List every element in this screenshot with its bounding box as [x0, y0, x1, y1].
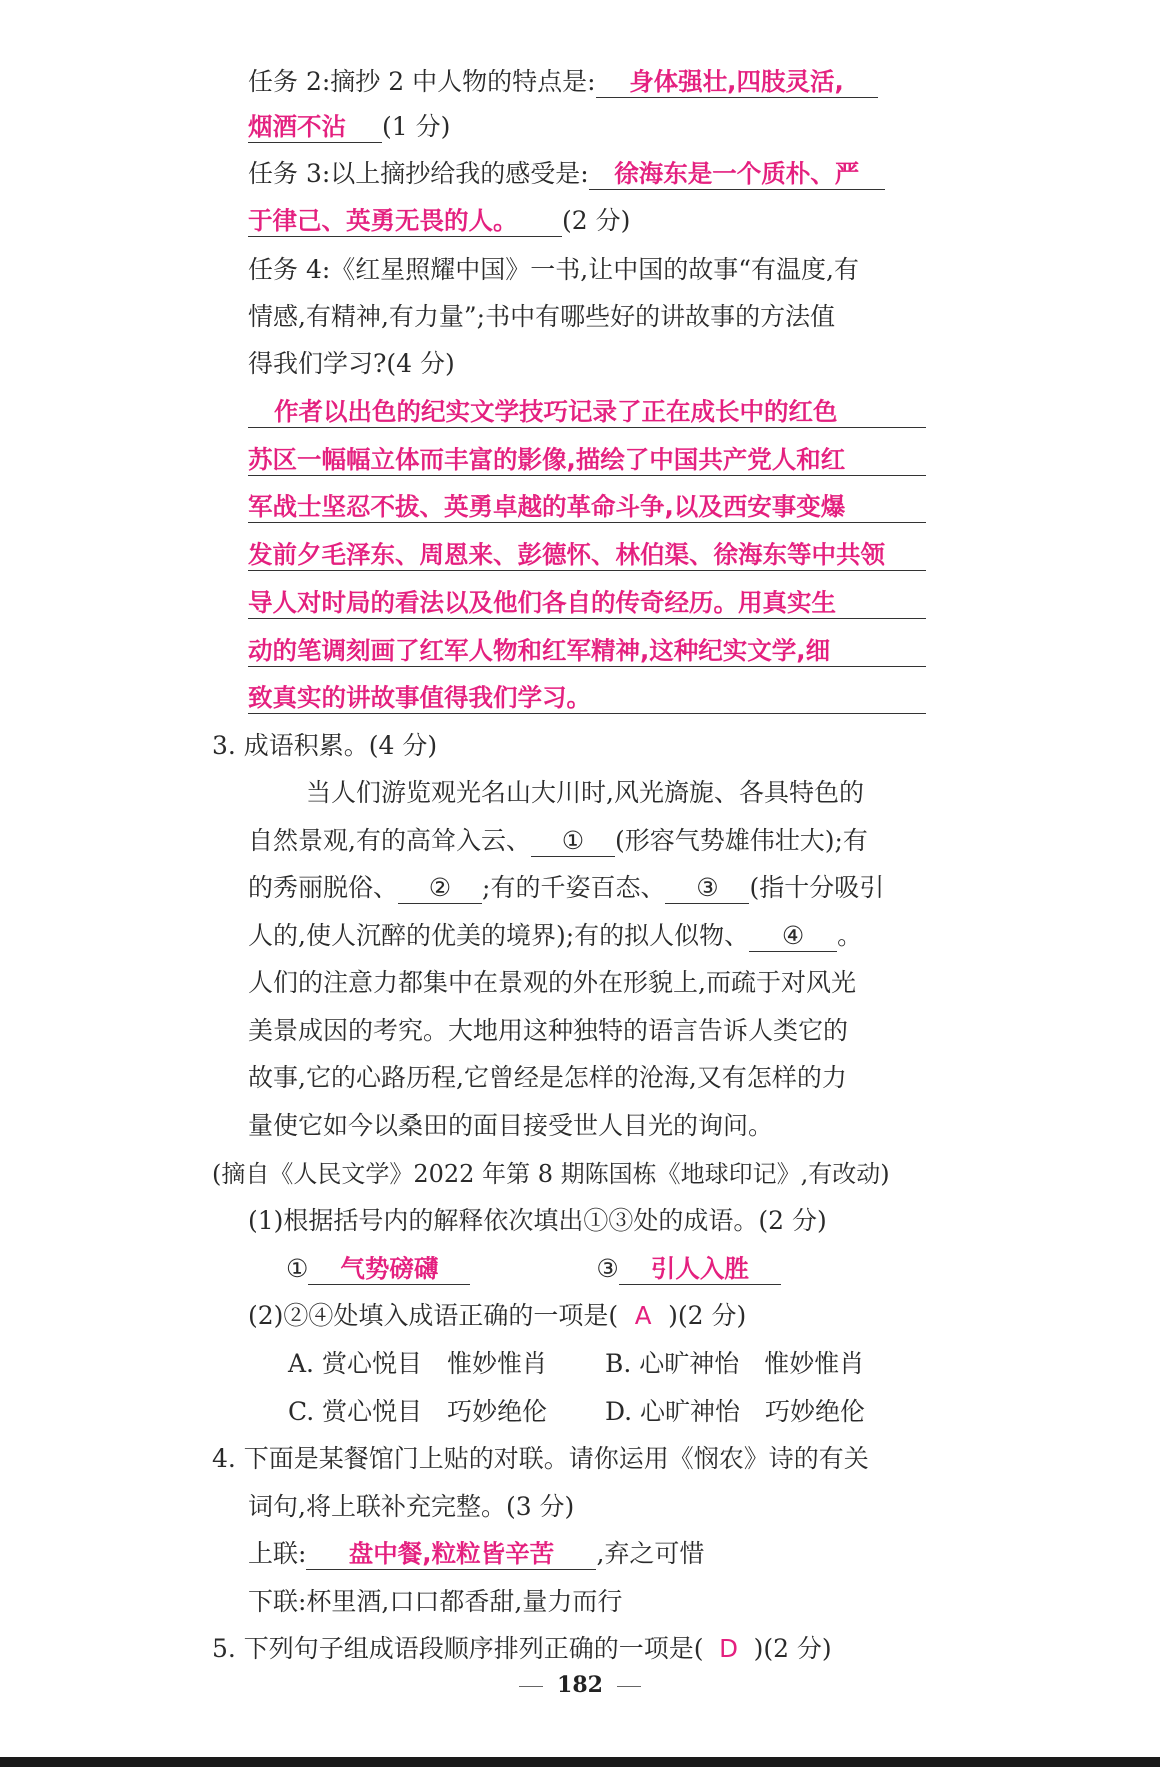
q3-sub2-text: (2)②④处填入成语正确的一项是( — [248, 1301, 619, 1330]
q3-sub1: (1)根据括号内的解释依次填出①③处的成语。(2 分) — [248, 1206, 827, 1235]
task4-answer-text7: 致真实的讲故事值得我们学习。 — [248, 683, 926, 714]
q4-up-label: 上联: — [248, 1539, 307, 1568]
task3-score: (2 分) — [562, 206, 631, 235]
task2-prefix: 任务 2:摘抄 2 中人物的特点是: — [248, 67, 596, 96]
option-c: C. 赏心悦目 巧妙绝伦 — [288, 1397, 548, 1426]
q4-up-tail: ,弃之可惜 — [596, 1539, 705, 1568]
q4-up-answer: 盘中餐,粒粒皆辛苦 — [306, 1539, 596, 1570]
q4-line2: 词句,将上联补充完整。(3 分) — [248, 1492, 575, 1521]
page-number: 182 — [557, 1672, 603, 1698]
q3-p4a: 人的,使人沉醉的优美的境界);有的拟人似物、 — [248, 921, 750, 950]
footer-dash-right — [617, 1686, 641, 1687]
bottom-bar — [0, 1757, 1160, 1767]
q3-para-line7: 故事,它的心路历程,它曾经是怎样的沧海,又有怎样的力 — [248, 1063, 847, 1092]
task3-answer-b: 于律己、英勇无畏的人。 — [248, 206, 562, 237]
q3-p3a: 的秀丽脱俗、 — [248, 873, 399, 902]
task4-answer-line1 — [248, 397, 926, 428]
sub1-answer-1: 气势磅礴 — [308, 1254, 470, 1285]
q3-source: (摘自《人民文学》2022 年第 8 期陈国栋《地球印记》,有改动) — [212, 1160, 890, 1188]
q3-p2b: (形容气势雄伟壮大);有 — [614, 826, 868, 855]
task3-answer-a: 徐海东是一个质朴、严 — [589, 159, 885, 190]
task4-answer-line4 — [248, 540, 926, 571]
option-d: D. 心旷神怡 巧妙绝伦 — [605, 1397, 866, 1426]
task4-answer-text5: 导人对时局的看法以及他们各自的传奇经历。用真实生 — [248, 588, 926, 619]
q3-para-line4 — [248, 921, 862, 952]
q3-para-line3 — [248, 873, 884, 904]
task2-answer-a: 身体强壮,四肢灵活, — [596, 67, 878, 98]
q3-sub2 — [248, 1301, 746, 1331]
option-b: B. 心旷神怡 惟妙惟肖 — [605, 1349, 865, 1378]
q3-sub2-score: )(2 分) — [668, 1301, 747, 1330]
task4-answer-text1: 作者以出色的纪实文学技巧记录了正在成长中的红色 — [248, 397, 926, 428]
task2-line2 — [248, 112, 450, 143]
q3-para-line5: 人们的注意力都集中在景观的外在形貌上,而疏于对风光 — [248, 968, 856, 997]
q3-p2a: 自然景观,有的高耸入云、 — [248, 826, 531, 855]
q3-para-line8: 量使它如今以桑田的面目接受世人目光的询问。 — [248, 1111, 774, 1140]
blank-2: ② — [398, 873, 482, 904]
blank-1: ① — [531, 826, 615, 857]
task4-q-line1: 任务 4:《红星照耀中国》一书,让中国的故事“有温度,有 — [248, 255, 859, 284]
q3-sub2-answer: A — [634, 1301, 652, 1330]
task2-line1 — [248, 67, 878, 98]
q3-sub1-answers — [286, 1254, 781, 1285]
task3-line1 — [248, 159, 885, 190]
q3-p3c: (指十分吸引 — [749, 873, 885, 902]
task2-answer-b: 烟酒不沾 — [248, 112, 382, 143]
q5-answer: D — [719, 1634, 738, 1663]
q4-couplet-down: 下联:杯里酒,口口都香甜,量力而行 — [248, 1587, 623, 1616]
task4-answer-line6 — [248, 636, 926, 667]
sub1-marker-3: ③ — [596, 1254, 619, 1283]
blank-3: ③ — [665, 873, 749, 904]
option-a: A. 赏心悦目 惟妙惟肖 — [288, 1349, 547, 1378]
q3-header: 3. 成语积累。(4 分) — [212, 731, 438, 760]
task3-prefix: 任务 3:以上摘抄给我的感受是: — [248, 159, 589, 188]
q3-para-line2 — [248, 826, 868, 857]
sub1-marker-1: ① — [286, 1254, 309, 1283]
task4-answer-line2 — [248, 445, 926, 476]
footer-dash-left — [519, 1686, 543, 1687]
task4-answer-text4: 发前夕毛泽东、周恩来、彭德怀、林伯渠、徐海东等中共领 — [248, 540, 926, 571]
q4-couplet-up — [248, 1539, 704, 1570]
q3-para-line1: 当人们游览观光名山大川时,风光旖旎、各具特色的 — [306, 778, 864, 807]
q5-text: 5. 下列句子组成语段顺序排列正确的一项是( — [212, 1634, 704, 1663]
task4-answer-text2: 苏区一幅幅立体而丰富的影像,描绘了中国共产党人和红 — [248, 445, 926, 476]
q5-line — [212, 1634, 832, 1664]
task4-answer-text6: 动的笔调刻画了红军人物和红军精神,这种纪实文学,细 — [248, 636, 926, 667]
q4-line1: 4. 下面是某餐馆门上贴的对联。请你运用《悯农》诗的有关 — [212, 1444, 869, 1473]
task4-q-line2: 情感,有精神,有力量”;书中有哪些好的讲故事的方法值 — [248, 302, 836, 331]
task3-line2 — [248, 206, 630, 237]
task4-answer-line7 — [248, 683, 926, 714]
task2-score: (1 分) — [382, 112, 451, 141]
page-footer — [0, 1672, 1160, 1698]
task4-q-line3: 得我们学习?(4 分) — [248, 349, 455, 378]
blank-4: ④ — [749, 921, 837, 952]
sub1-answer-3: 引人入胜 — [619, 1254, 781, 1285]
task4-answer-line5 — [248, 588, 926, 619]
q5-score: )(2 分) — [753, 1634, 832, 1663]
task4-answer-line3 — [248, 492, 926, 523]
q3-p4b: 。 — [837, 921, 863, 950]
q3-para-line6: 美景成因的考究。大地用这种独特的语言告诉人类它的 — [248, 1016, 849, 1045]
q3-p3b: ;有的千姿百态、 — [482, 873, 666, 902]
task4-answer-text3: 军战士坚忍不拔、英勇卓越的革命斗争,以及西安事变爆 — [248, 492, 926, 523]
